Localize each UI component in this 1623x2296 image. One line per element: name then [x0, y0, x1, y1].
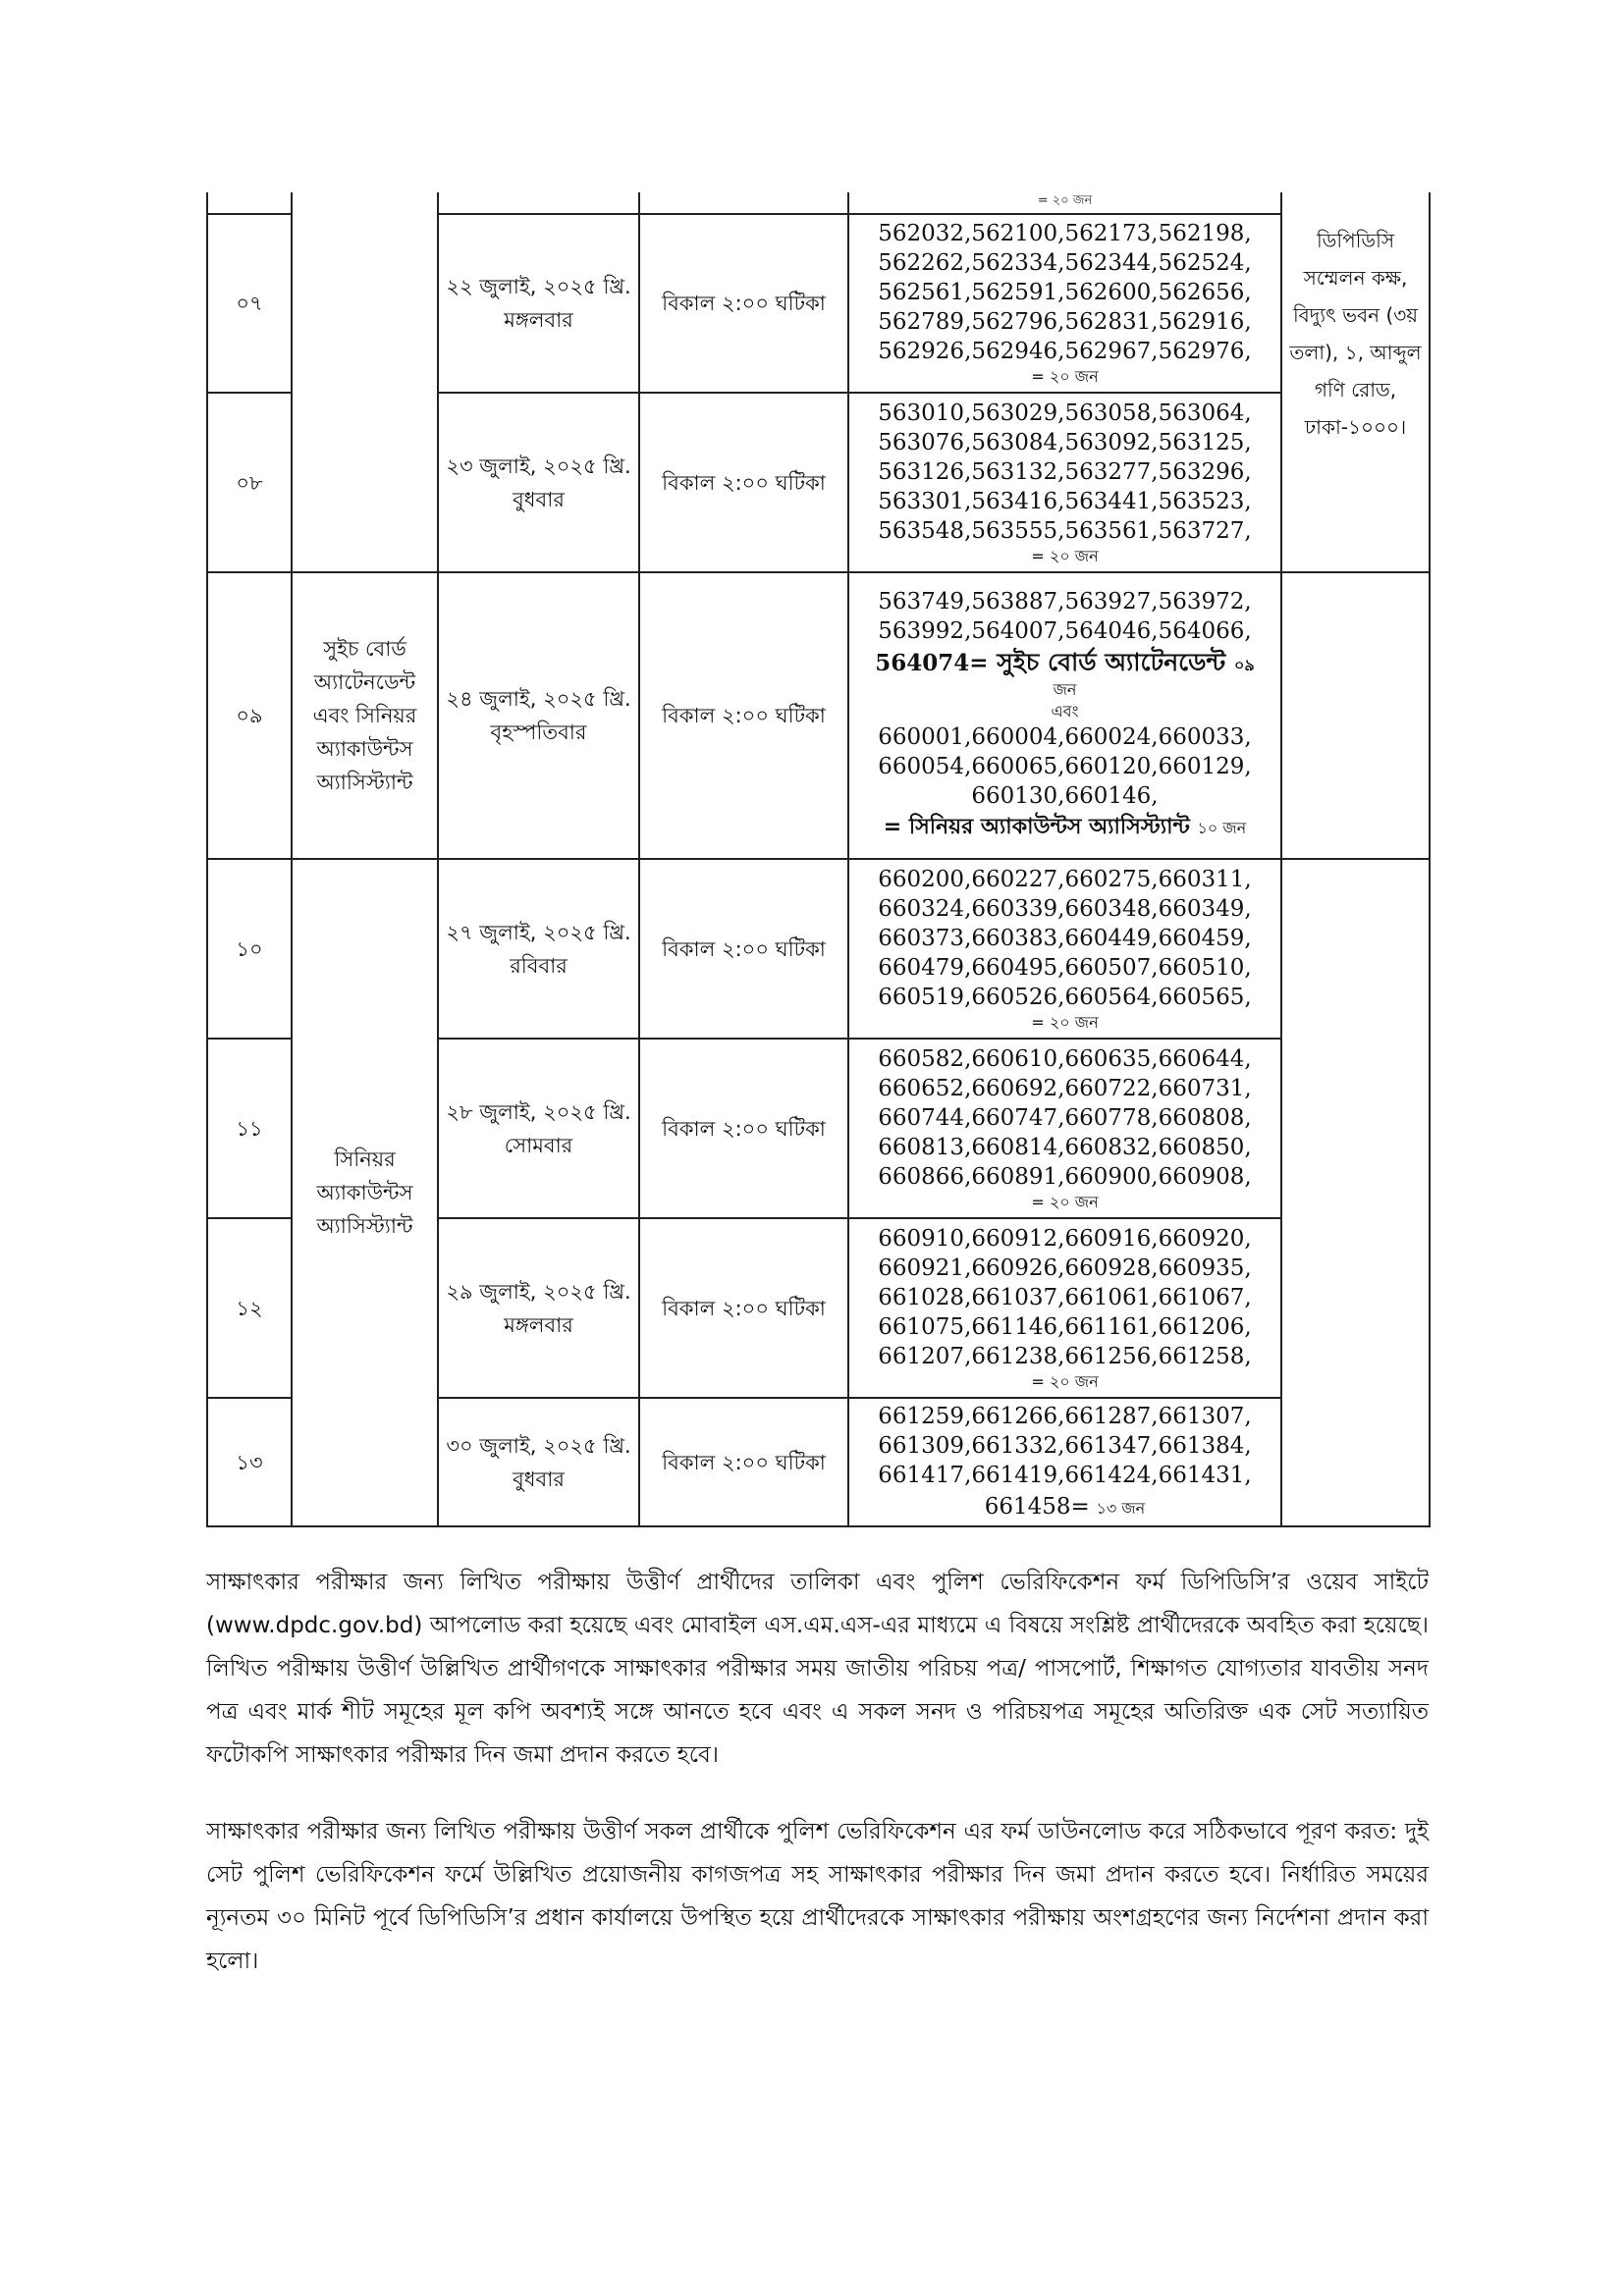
post-line: এবং সিনিয়র	[312, 704, 417, 727]
candidate-count: = ২০ জন	[1031, 546, 1099, 565]
serial-cell: ০৮	[207, 393, 292, 572]
serial-cell: ০৭	[207, 214, 292, 393]
serial-cell: ১০	[207, 859, 292, 1039]
roll-line: 661309,661332,661347,661384,	[878, 1432, 1252, 1459]
venue-cell	[1281, 192, 1430, 572]
roll-line: 661207,661238,661256,661258,	[878, 1343, 1252, 1369]
date: ২৩ জুলাই, ২০২৫ খ্রি.	[446, 454, 631, 478]
day: মঙ্গলবার	[504, 308, 573, 332]
post-cell	[292, 859, 438, 1526]
roll-line: 563126,563132,563277,563296,	[878, 458, 1252, 485]
roll-line: 660001,660004,660024,660033,	[878, 724, 1252, 750]
time-cell: বিকাল ২:০০ ঘটিকা	[639, 859, 848, 1039]
roll-line: 660652,660692,660722,660731,	[878, 1075, 1252, 1101]
roll-line: 660921,660926,660928,660935,	[878, 1255, 1252, 1281]
post-line: অ্যাকাউন্টস	[316, 1181, 413, 1204]
roll-line: 660866,660891,660900,660908,	[878, 1163, 1252, 1190]
post-line: অ্যাটেনডেন্ট	[313, 670, 416, 694]
candidate-count: ০৯	[1233, 656, 1255, 674]
venue-cell-empty	[1281, 572, 1430, 859]
venue-line: গণি রোড,	[1314, 378, 1397, 401]
date-cell	[438, 1218, 639, 1398]
serial-cell	[207, 192, 292, 214]
roll-line: 660813,660814,660832,660850,	[878, 1134, 1252, 1160]
day: বুধবার	[513, 1467, 565, 1491]
time-cell	[639, 192, 848, 214]
serial-cell: ১১	[207, 1039, 292, 1218]
post-line: সুইচ বোর্ড	[323, 637, 406, 661]
post-cell-previous	[292, 192, 438, 572]
candidates-cell	[848, 572, 1281, 859]
date-cell	[438, 1039, 639, 1218]
candidates-cell	[848, 1218, 1281, 1398]
roll-last: 564074=	[875, 650, 989, 676]
date-cell	[438, 192, 639, 214]
roll-line: 562561,562591,562600,562656,	[878, 280, 1252, 305]
candidates-cell	[848, 214, 1281, 393]
candidate-count: = ২০ জন	[1031, 1012, 1099, 1032]
roll-line: 660744,660747,660778,660808,	[878, 1104, 1252, 1131]
date: ২৯ জুলাই, ২০২৫ খ্রি.	[446, 1279, 631, 1304]
candidates-cell	[848, 859, 1281, 1039]
date: ২২ জুলাই, ২০২৫ খ্রি.	[446, 275, 631, 298]
time-cell: বিকাল ২:০০ ঘটিকা	[639, 1039, 848, 1218]
equals-sign: =	[883, 815, 902, 839]
date: ৩০ জুলাই, ২০২৫ খ্রি.	[446, 1433, 631, 1458]
candidate-count: ১০ জন	[1197, 819, 1247, 837]
count-unit: জন	[1053, 680, 1077, 699]
time-cell: বিকাল ২:০০ ঘটিকা	[639, 1398, 848, 1526]
candidate-count: ১৩ জন	[1096, 1498, 1146, 1518]
roll-line: 563010,563029,563058,563064,	[878, 400, 1252, 426]
interview-schedule-table	[206, 192, 1431, 1527]
roll-last: 661458=	[984, 1493, 1090, 1520]
day: বৃহস্পতিবার	[490, 721, 587, 744]
serial-cell: ১২	[207, 1218, 292, 1398]
post-line: সিনিয়র	[334, 1148, 396, 1171]
table-row	[207, 572, 1430, 859]
conjunction: এবং	[1051, 702, 1079, 721]
roll-line: 660200,660227,660275,660311,	[878, 866, 1252, 892]
serial-cell: ০৯	[207, 572, 292, 859]
roll-line: 562789,562796,562831,562916,	[878, 309, 1252, 335]
candidates-cell	[848, 1398, 1281, 1526]
post-label-senior: সিনিয়র অ্যাকাউন্টস অ্যাসিস্ট্যান্ট	[908, 815, 1190, 839]
time-cell: বিকাল ২:০০ ঘটিকা	[639, 1218, 848, 1398]
instruction-paragraph-1: সাক্ষাৎকার পরীক্ষার জন্য লিখিত পরীক্ষায় উত্তীর্ণ প্রার্থীদের তালিকা এবং পুলিশ ভেরিফিকেশন ফর্ম ডিপিডিসি’র ওয়েব সাইটে (www.dpdc.gov.bd) আপলোড করা হয়েছে এবং মোবাইল এস.এম.এস-এর মাধ্যমে এ বিষয়ে সংশ্লিষ্ট প্রার্থীদেরকে অবহিত করা হয়েছে। লিখিত পরীক্ষায় উত্তীর্ণ উল্লিখিত প্রার্থীগণকে সাক্ষাৎকার পরীক্ষার সময় জাতীয় পরিচয় পত্র/ পাসপোর্ট, শিক্ষাগত যোগ্যতার যাবতীয় সনদ পত্র এবং মার্ক শীট সমূহের মূল কপি অবশ্যই সঙ্গে আনতে হবে এবং এ সকল সনদ ও পরিচয়পত্র সমূহের অতিরিক্ত এক সেট সত্যায়িত ফটোকপি সাক্ষাৎকার পরীক্ষার দিন জমা প্রদান করতে হবে।	[206, 1570, 1429, 1768]
date: ২৭ জুলাই, ২০২৫ খ্রি.	[446, 920, 631, 944]
table-row	[207, 859, 1430, 1039]
roll-line: 563749,563887,563927,563972,	[878, 589, 1252, 614]
day: সোমবার	[504, 1133, 573, 1157]
roll-line: 660519,660526,660564,660565,	[878, 984, 1252, 1010]
post-line: অ্যাকাউন্টস	[316, 737, 413, 761]
date-cell	[438, 572, 639, 859]
candidates-cell	[848, 1039, 1281, 1218]
roll-line: 563076,563084,563092,563125,	[878, 429, 1252, 455]
date-cell	[438, 393, 639, 572]
instruction-paragraph-2: সাক্ষাৎকার পরীক্ষার জন্য লিখিত পরীক্ষায় উত্তীর্ণ সকল প্রার্থীকে পুলিশ ভেরিফিকেশন এর ফর্ম ডাউনলোড করে সঠিকভাবে পূরণ করত: দুই সেট পুলিশ ভেরিফিকেশন ফর্মে উল্লিখিত প্রয়োজনীয় কাগজপত্র সহ সাক্ষাৎকার পরীক্ষার দিন জমা প্রদান করতে হবে। নির্ধারিত সময়ের ন্যূনতম ৩০ মিনিট পূর্বে ডিপিডিসি’র প্রধান কার্যালয়ে উপস্থিত হয়ে প্রার্থীদেরকে সাক্ষাৎকার পরীক্ষায় অংশগ্রহণের জন্য নির্দেশনা প্রদান করা হলো।	[206, 1819, 1429, 1974]
roll-line: 661075,661146,661161,661206,	[878, 1313, 1252, 1340]
date-cell	[438, 214, 639, 393]
roll-line: 661259,661266,661287,661307,	[878, 1403, 1252, 1429]
date-cell	[438, 859, 639, 1039]
date: ২৮ জুলাই, ২০২৫ খ্রি.	[446, 1099, 631, 1124]
roll-line: 660324,660339,660348,660349,	[878, 895, 1252, 922]
venue-line: বিদ্যুৎ ভবন (৩য়	[1292, 303, 1419, 327]
continued-count: = ২০ জন	[1037, 193, 1093, 208]
day: রবিবার	[510, 953, 568, 978]
day: বুধবার	[513, 487, 565, 511]
roll-line: 563992,564007,564046,564066,	[878, 618, 1252, 644]
serial-cell: ১৩	[207, 1398, 292, 1526]
candidate-count: = ২০ জন	[1031, 1371, 1099, 1391]
roll-line: 660054,660065,660120,660129,	[878, 754, 1252, 779]
roll-line: 660130,660146,	[971, 783, 1159, 809]
post-label-switchboard: সুইচ বোর্ড অ্যাটেনডেন্ট	[997, 648, 1226, 676]
roll-line: 660479,660495,660507,660510,	[878, 954, 1252, 981]
roll-line: 660373,660383,660449,660459,	[878, 925, 1252, 951]
venue-line: ঢাকা-১০০০।	[1304, 415, 1407, 439]
roll-line: 660582,660610,660635,660644,	[878, 1045, 1252, 1072]
roll-line: 660910,660912,660916,660920,	[878, 1225, 1252, 1252]
candidates-cell	[848, 393, 1281, 572]
venue-line: সম্মেলন কক্ষ,	[1303, 266, 1408, 290]
candidate-count: = ২০ জন	[1031, 367, 1099, 386]
candidate-count: = ২০ জন	[1031, 1192, 1099, 1211]
day: মঙ্গলবার	[504, 1312, 573, 1337]
roll-line: 661417,661419,661424,661431,	[878, 1462, 1252, 1488]
post-line: অ্যাসিস্ট্যান্ট	[316, 1214, 413, 1238]
roll-line: 562926,562946,562967,562976,	[878, 339, 1252, 364]
date-cell	[438, 1398, 639, 1526]
time-cell: বিকাল ২:০০ ঘটিকা	[639, 393, 848, 572]
time-cell: বিকাল ২:০০ ঘটিকা	[639, 572, 848, 859]
date: ২৪ জুলাই, ২০২৫ খ্রি.	[446, 687, 631, 711]
roll-line: 562032,562100,562173,562198,	[878, 221, 1252, 246]
post-line: অ্যাসিস্ট্যান্ট	[316, 771, 413, 794]
roll-line: 562262,562334,562344,562524,	[878, 250, 1252, 276]
venue-line: ডিপিডিসি	[1316, 229, 1395, 252]
roll-line: 661028,661037,661061,661067,	[878, 1284, 1252, 1310]
table-row-continuation	[207, 192, 1430, 214]
candidates-cell	[848, 192, 1281, 214]
roll-line: 563301,563416,563441,563523,	[878, 488, 1252, 514]
time-cell: বিকাল ২:০০ ঘটিকা	[639, 214, 848, 393]
venue-line: তলা), ১, আব্দুল	[1289, 341, 1422, 364]
post-cell	[292, 572, 438, 859]
roll-line: 563548,563555,563561,563727,	[878, 517, 1252, 544]
venue-cell-empty	[1281, 859, 1430, 1526]
